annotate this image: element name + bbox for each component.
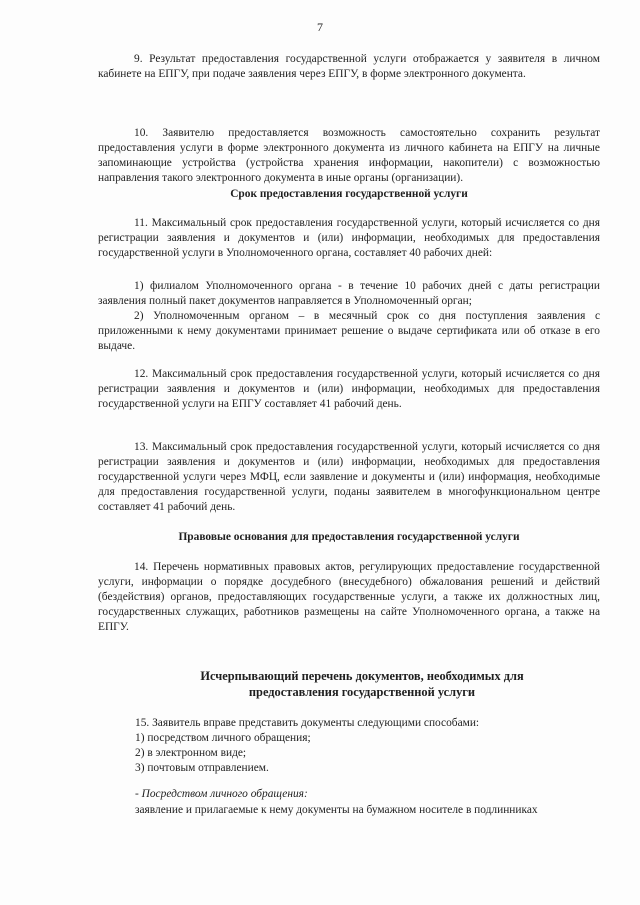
last-line: заявление и прилагаемые к нему документы на бумажном носителе в подлинниках xyxy=(135,804,538,816)
method-item-3: 3) почтовым отправлением. xyxy=(135,762,269,774)
paragraph-10: 10. Заявителю предоставляется возможность самостоятельно сохранить результат предоставления услуги в форме электронного документа из личного кабинета на ЕПГУ на личные запоминающие устройства (устройства хранения информации, накопители) с возможностью направления такого электронного документа в иные органы (организации). xyxy=(98,127,600,184)
heading-docs-line-1: Исчерпывающий перечень документов, необходимых для xyxy=(200,669,524,683)
paragraph-11: 11. Максимальный срок предоставления государственной услуги, который исчисляется со дня регистрации заявления и документов и (или) информации, необходимых для предоставления государственной услуги в Уполномоченного органа, составляет 40 рабочих дней: xyxy=(98,217,600,259)
personal-visit-label: - Посредством личного обращения: xyxy=(135,788,308,800)
paragraph-11-item-2: 2) Уполномоченным органом – в месячный срок со дня поступления заявления с приложенными к нему документами принимает решение о выдаче сертификата или об отказе в его выдаче. xyxy=(98,310,600,352)
method-item-2: 2) в электронном виде; xyxy=(135,747,247,759)
paragraph-11-item-1: 1) филиалом Уполномоченного органа - в течение 10 рабочих дней с даты регистрации заявления полный пакет документов направляется в Уполномоченный орган; xyxy=(98,280,600,307)
paragraph-12: 12. Максимальный срок предоставления государственной услуги, который исчисляется со дня регистрации заявления и документов и (или) информации, необходимых для предоставления государственной услуги на ЕПГУ составляет 41 рабочий день. xyxy=(98,368,600,410)
paragraph-14: 14. Перечень нормативных правовых актов, регулирующих предоставление государственной услуги, информации о порядке досудебного (внесудебного) обжалования решений и действий (бездействия) органов, предоставляющих государственные услуги, а также их должностных лиц, государственных служащих, работников размещены на сайте Уполномоченного органа, а также на ЕПГУ. xyxy=(98,561,600,633)
paragraph-13: 13. Максимальный срок предоставления государственной услуги, который исчисляется со дня регистрации заявления и документов и (или) информации, необходимых для предоставления государственной услуги через МФЦ, если заявление и документы и (или) информация, необходимые для предоставления государственной услуги, поданы заявителем в многофункциональном центре составляет 41 рабочий день. xyxy=(98,441,600,513)
paragraph-15: 15. Заявитель вправе представить документы следующими способами: xyxy=(135,717,480,729)
heading-term: Срок предоставления государственной услуги xyxy=(230,188,468,200)
heading-legal: Правовые основания для предоставления государственной услуги xyxy=(178,531,520,543)
paragraph-9: 9. Результат предоставления государственной услуги отображается у заявителя в личном кабинете на ЕПГУ, при подаче заявления через ЕПГУ, в форме электронного документа. xyxy=(98,53,600,80)
page-number: 7 xyxy=(317,20,323,34)
method-item-1: 1) посредством личного обращения; xyxy=(135,732,311,744)
heading-docs-line-2: предоставления государственной услуги xyxy=(248,685,476,699)
